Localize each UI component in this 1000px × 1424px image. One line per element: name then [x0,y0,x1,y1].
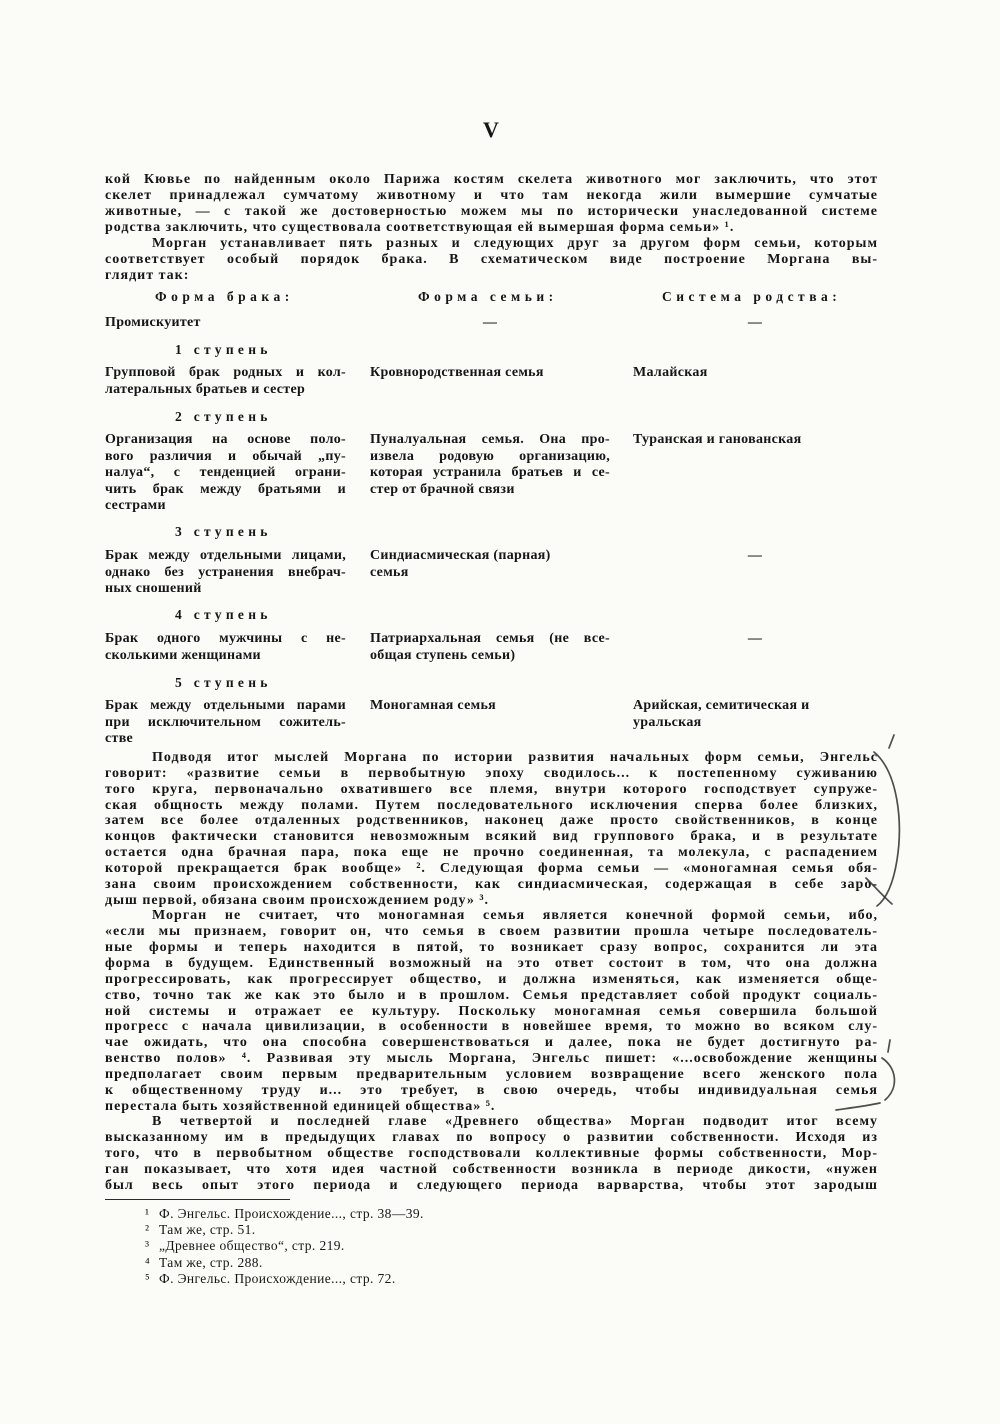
marriage-form-cell [105,315,346,332]
text-line: родства заключить, что существовала соответствующая ей вымершая форма семьи» ¹. [105,220,735,235]
text-line: вого различия и обычай „пу- [105,448,346,464]
dash: — [482,315,498,330]
stage-label: 4 ступень [175,607,272,622]
text-line: общая ступень семьи) [370,647,516,663]
kinship-system-cell [633,315,877,332]
text-line: налуа“, с тенденцией ограни- [105,465,346,480]
text-line: которой прекращается брак вообще» ². Следующая форма семьи — «моногамная семья обя- [105,860,878,876]
paragraph-monogamy-future [105,908,878,1114]
kinship-system-cell [633,698,877,731]
footnote-text: Ф. Энгельс. Происхождение..., стр. 38—39. [159,1206,424,1221]
text-line: ной системы и отражает ее культуру. Поскольку моногамная семья совершила большой [105,1003,878,1019]
text-line: чае ожидать, что она способна совершенствоваться и далее, пока не будет достигнуто ра- [105,1035,878,1051]
text-line: предполагает своим первым предварительным условием возвращение всего женского пола [105,1066,878,1082]
kinship-system-cell [633,432,877,449]
text-line: уральская [633,714,702,730]
text-line: Подводя итог мыслей Моргана по истории развития начальных форм семьи, Энгельс [152,750,878,765]
text-line: стер от брачной связи [370,481,515,497]
text-line: сколькими женщинами [105,647,261,663]
body-text [105,750,878,1194]
text-line: концов фактически становится невозможным всякий вид группового брака, и в результате [105,829,878,845]
dash: — [747,548,763,563]
text-line: ская общность между полами. Путем последовательного исключения сперва более близких, [105,797,878,813]
dash: — [747,631,763,646]
footnote-mark: ⁴ [145,1254,151,1270]
text-line: к общественному труду и... это требует, в свою очередь, чтобы индивидуальная семья [105,1082,878,1098]
text-line: Морган устанавливает пять разных и следующих друг за другом форм семьи, которым [152,236,878,251]
intro-text [105,172,878,284]
text-line: Моногамная семья [370,698,497,713]
text-line: того, что в первобытном обществе господствовали коллективные формы собственности, Мор- [105,1146,878,1162]
text-line: зана своим происхождением собственности, как синдиасмическая, содержащая в себе заро- [105,876,878,892]
paragraph-continuation [105,172,878,236]
text-line: Групповой брак родных и кол- [105,365,346,380]
footnote-mark: ⁵ [145,1270,151,1286]
text-line: латеральных братьев и сестер [105,381,306,397]
text-line: семья [370,564,409,580]
text-line: затем все более отдаленных родственников, наконец даже просто свойственников, в конце [105,813,878,829]
kinship-system-cell [633,548,877,565]
text-line: которая устранила братьев и се- [370,465,610,480]
text-line: извела родовую организацию, [370,448,610,464]
text-line: животные, — с такой же достоверностью можем мы по исторически унаследованной системе [105,204,878,219]
text-line: Кровнородственная семья [370,365,544,380]
text-line: ные формы и теперь находится в пятой, то возникает сразу вопрос, сохранится ли эта [105,940,878,956]
paragraph-morgan-forms [105,236,878,284]
marriage-form-cell [105,365,346,398]
text-line: остается одна брачная пара, пока еще не прочно соединенная, та молекула, с распадением [105,845,878,861]
family-form-cell [370,365,610,382]
pencil-bracket [882,1058,894,1100]
family-form-cell [370,698,610,715]
text-line: Брак между отдельными парами [105,698,346,713]
footnote-text: Там же, стр. 288. [159,1254,263,1270]
header-family-form: Форма семьи: [418,289,558,304]
text-line: сестрами [105,498,166,513]
footnote-mark: ³ [145,1238,150,1254]
text-line: Синдиасмическая (парная) [370,548,551,563]
text-line: Промискуитет [105,315,201,330]
paragraph-property [105,1114,878,1193]
marriage-form-cell [105,432,346,515]
text-line: Организация на основе поло- [105,432,346,447]
paragraph-engels-summary [105,750,878,908]
footnote [145,1206,665,1222]
kinship-system-cell [633,631,877,648]
header-kinship-system: Система родства: [662,289,842,304]
text-line: ных сношений [105,581,202,596]
text-line: того круга, первоначально охватившего все племя, внутри которого господствует супруже- [105,781,878,797]
footnote-text: Ф. Энгельс. Происхождение..., стр. 72. [159,1270,396,1286]
text-line: чить брак между братьями и [105,481,346,497]
text-line: прогресс с начала цивилизации, в особенности в новейшее время, то можно во всяком слу- [105,1019,878,1035]
footnote [145,1271,665,1287]
text-line: говорит: «развитие семьи в первобытную эпоху сводилось... к постепенному суживанию [105,765,878,781]
text-line: Патриархальная семья (не все- [370,631,610,646]
text-line: стве [105,731,134,746]
footnote-mark: ² [145,1222,150,1238]
text-line: дыш первой, обязана своим происхождением роду» ³. [105,892,490,908]
footnote-text: „Древнее общество“, стр. 219. [159,1238,345,1254]
text-line: Малайская [633,365,708,380]
header-marriage-form: Форма брака: [155,289,294,304]
footnote [145,1255,665,1271]
footnote [145,1222,665,1238]
text-line: Брак одного мужчины с не- [105,631,346,646]
text-line: при исключительном сожитель- [105,714,346,730]
text-line: глядит так: [105,268,190,283]
text-line: венство полов» ⁴. Развивая эту мысль Моргана, Энгельс пишет: «...освобождение женщины [105,1051,878,1067]
page-number: V [483,117,499,142]
dash: — [747,315,763,330]
text-line: ган показывает, что хотя идея частной собственности возникла в периоде дикости, «нужен [105,1161,878,1177]
text-line: Брак между отдельными лицами, [105,548,346,563]
family-form-cell [370,432,610,498]
footnote [145,1238,665,1254]
text-line: В четвертой и последней главе «Древнего общества» Морган подводит итог всему [152,1114,878,1130]
marriage-form-cell [105,698,346,748]
text-line: прогрессировать, как прогрессирует общество, и должна изменяться, как изменяется обще- [105,971,878,987]
text-line: перестала быть хозяйственной единицей общества» ⁵. [105,1098,496,1114]
kinship-system-cell [633,365,877,382]
marriage-form-cell [105,631,346,664]
text-line: высказанному им в предыдущих главах по вопросу о развитии собственности. Исходя из [105,1130,878,1146]
family-form-cell [370,315,610,332]
text-line: ство, точно так же как это было и в прошлом. Семья представляет собой продукт социаль- [105,987,878,1003]
text-line: был весь опыт этого периода и следующего периода варварства, чтобы этот зародыш [105,1177,878,1193]
text-line: форма в будущем. Единственный возможный на это ответ состоит в том, что она должна [105,955,878,971]
text-line: скелет принадлежал сумчатому животному и что там некогда жили вымершие сумчатые [105,188,878,203]
marriage-form-cell [105,548,346,598]
text-line: соответствует особый порядок брака. В схематическом виде построение Моргана вы- [105,252,878,267]
stage-label: 3 ступень [175,524,272,539]
footnote-separator [105,1199,290,1200]
stage-label: 1 ступень [175,342,272,357]
pencil-tick [888,1040,890,1052]
text-line: Туранская и ганованская [633,432,802,447]
footnote-mark: ¹ [145,1206,150,1221]
text-line: Арийская, семитическая и [633,698,810,713]
text-line: однако без устранения внебрач- [105,564,346,580]
family-form-cell [370,631,610,664]
text-line: «если мы признаем, говорит он, что семья в своем развитии прошла четыре последователь- [105,924,878,940]
footnote-text: Там же, стр. 51. [159,1222,256,1238]
stage-label: 2 ступень [175,409,272,424]
text-line: кой Кювье по найденным около Парижа костям скелета животного мог заключить, что этот [105,172,878,187]
text-line: Пуналуальная семья. Она про- [370,432,610,447]
pencil-tick [889,735,894,748]
footnotes [145,1206,665,1287]
stage-label: 5 ступень [175,675,272,690]
text-line: Морган не считает, что моногамная семья является конечной формой семьи, ибо, [152,908,878,924]
family-form-cell [370,548,610,581]
